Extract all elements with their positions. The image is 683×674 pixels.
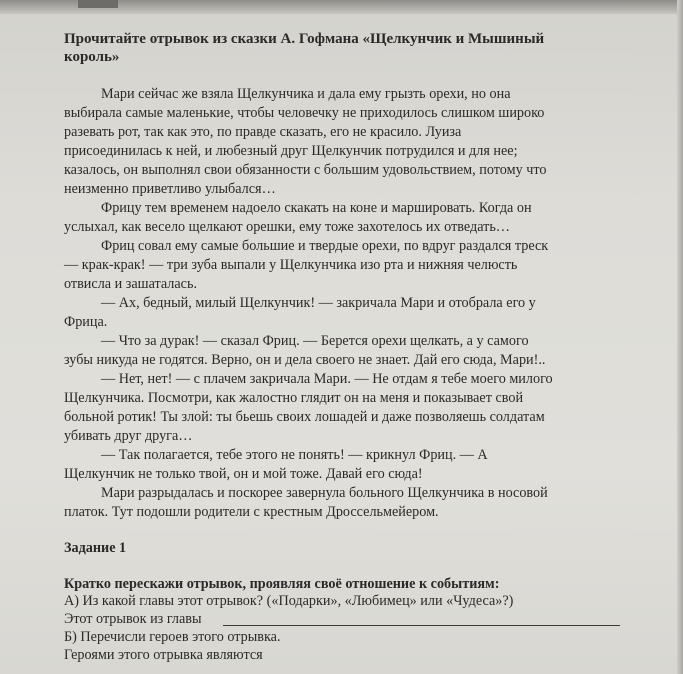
passage-line: — Что за дурак! — сказал Фриц. — Берется орехи щелкать, а у самого	[101, 333, 529, 349]
answer-a-line[interactable]	[223, 625, 620, 626]
passage-line: Щелкунчик не только твой, он и мой тоже. Давай его сюда!	[64, 466, 423, 482]
passage-line: Мари разрыдалась и поскорее завернула больного Щелкунчика в носовой	[101, 485, 548, 501]
passage-line: — Нет, нет! — с плачем закричала Мари. — Не отдам я тебе моего милого	[101, 371, 553, 387]
passage-line: зубы никуда не годятся. Верно, он и дела своего не знает. Дай его сюда, Мари!..	[64, 352, 546, 368]
passage-line: присоединилась к ней, и любезный друг Щелкунчик потрудился и для нее;	[64, 143, 518, 159]
passage-line: выбирала самые маленькие, чтобы человечку не приходилось слишком широко	[64, 105, 545, 121]
task-title: Задание 1	[64, 540, 127, 556]
task-item-a: А) Из какой главы этот отрывок? («Подарки», «Любимец» или «Чудеса»?)	[64, 593, 514, 609]
task-answer-b-prompt: Героями этого отрывка являются	[64, 647, 263, 663]
passage-line: Мари сейчас же взяла Щелкунчика и дала ему грызть орехи, но она	[101, 86, 511, 102]
passage-line: Фрицу тем временем надоело скакать на коне и маршировать. Когда он	[101, 200, 532, 216]
passage-line: Фриц совал ему самые большие и твердые орехи, по вдруг раздался треск	[101, 238, 549, 254]
passage-line: — Так полагается, тебе этого не понять! — крикнул Фриц. — А	[101, 447, 488, 463]
passage-line: больной ротик! Ты злой: ты бьешь своих лошадей и даже позволяешь солдатам	[64, 409, 545, 425]
task-item-b: Б) Перечисли героев этого отрывка.	[64, 629, 281, 645]
passage-line: Щелкунчика. Посмотри, как жалостно глядит он на меня и показывает свой	[64, 390, 524, 406]
passage-line: — Ах, бедный, милый Щелкунчик! — закричала Мари и отобрала его у	[101, 295, 536, 311]
passage-line: — крак-крак! — три зуба выпали у Щелкунчика изо рта и нижняя челюсть	[64, 257, 518, 273]
heading-line-1: Прочитайте отрывок из сказки А. Гофмана «Щелкунчик и Мышиный	[64, 31, 545, 47]
passage-line: неизменно приветливо улыбался…	[64, 181, 276, 197]
task-answer-a-prompt: Этот отрывок из главы	[64, 611, 202, 627]
passage-line: убивать друг друга…	[64, 428, 193, 444]
passage-line: услыхал, как весело щелкают орешки, ему тоже захотелось их отведать…	[64, 219, 510, 235]
passage-line: разевать рот, так как это, по правде сказать, его не красило. Луиза	[64, 124, 462, 140]
task-instruction: Кратко перескажи отрывок, проявляя своё отношение к событиям:	[64, 576, 500, 592]
passage-line: казалось, он выполнял свои обязанности с большим удовольствием, потому что	[64, 162, 547, 178]
passage-line: отвисла и зашаталась.	[64, 276, 198, 292]
passage-line: платок. Тут подошли родители с крестным Дроссельмейером.	[64, 504, 439, 520]
heading-line-2: король»	[64, 49, 120, 65]
passage-line: Фрица.	[64, 314, 108, 330]
